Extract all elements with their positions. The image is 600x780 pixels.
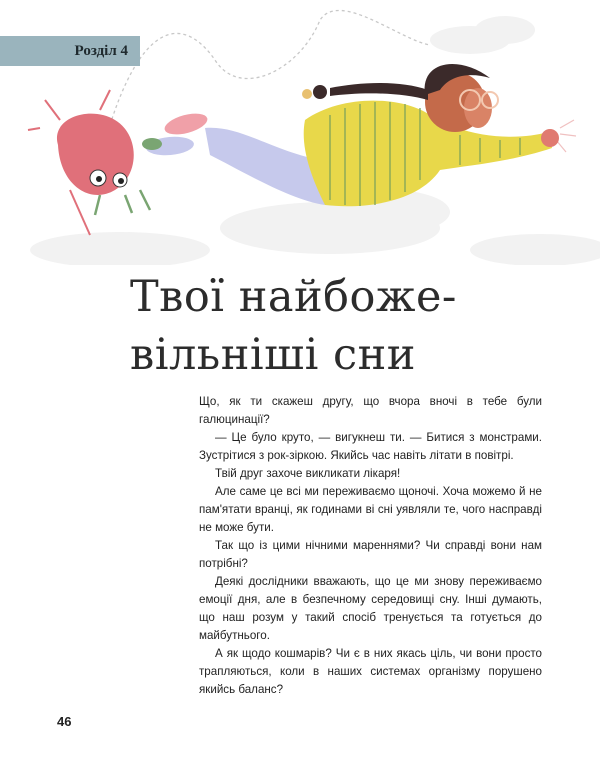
body-text — [199, 393, 542, 699]
page-title — [130, 268, 570, 384]
page-number: 46 — [57, 714, 72, 729]
sparkle-icon — [556, 120, 576, 152]
title-line-2: вільніші сни — [130, 330, 416, 380]
title-line-1: Твої найбоже- — [130, 272, 457, 322]
paragraph: Так що із цими нічними мареннями? Чи справді вони нам потрібні? — [199, 539, 542, 570]
paragraph: Що, як ти скажеш другу, що вчора вночі в тебе були галюцинації? — [199, 395, 542, 426]
paragraph: Деякі дослідники вважають, що це ми знову переживаємо емоції дня, але в безпечному середовищі сну. Інші думають, що наш розум у такий спосіб тренується та готується до майбутнього. — [199, 575, 542, 642]
girl-sweater — [304, 101, 552, 207]
paragraph: Але саме це всі ми переживаємо щоночі. Хоча можемо й не пам'ятати вранці, як годинами ві сні уявляли те, чого насправді не може бути. — [199, 485, 542, 534]
chapter-label — [0, 36, 140, 66]
paragraph: Твій друг захоче викликати лікаря! — [215, 467, 401, 480]
monster-illustration — [28, 90, 150, 235]
chapter-label-text: Розділ 4 — [74, 42, 128, 59]
paragraph: — Це було круто, — вигукнеш ти. — Битися з монстрами. Зустрітися з рок-зіркою. Якийсь час навіть літати в повітрі. — [199, 431, 542, 462]
paragraph: А як щодо кошмарів? Чи є в них якась ціль, чи вони просто трапляються, коли в наших системах організму порушено якийсь баланс? — [199, 647, 542, 696]
